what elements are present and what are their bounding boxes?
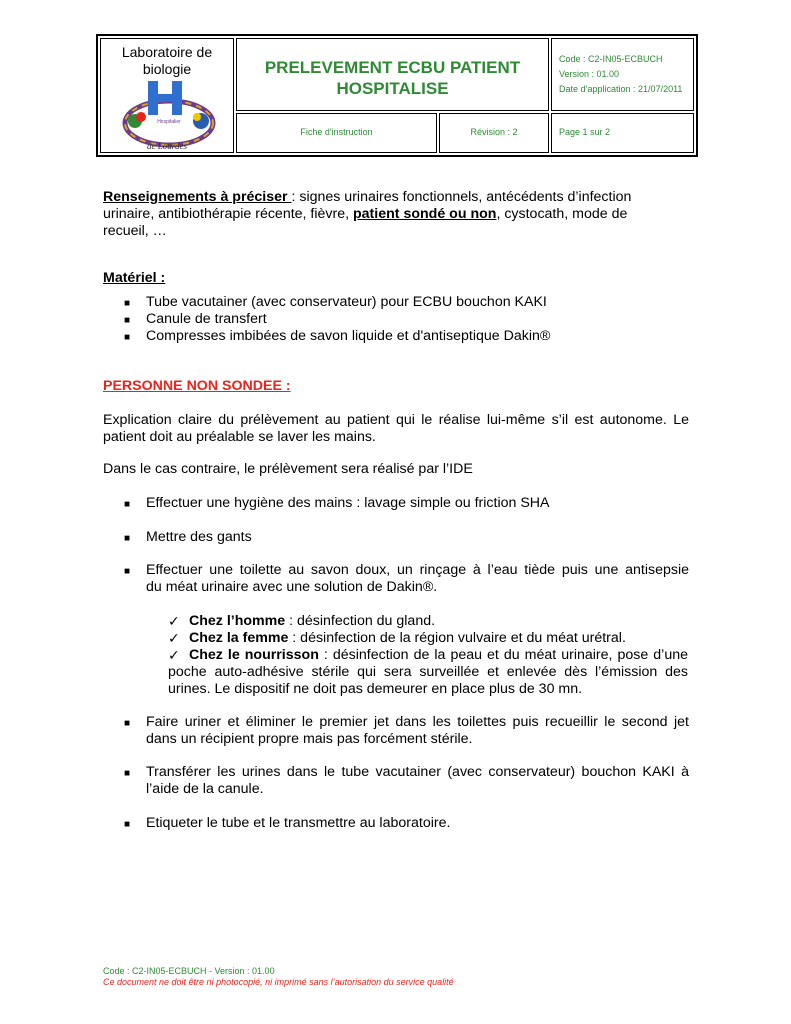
step-hygiene: Effectuer une hygiène des mains : lavage simple ou friction SHA (146, 495, 550, 511)
chez-femme-text: : désinfection de la région vulvaire et du méat urétral. (288, 630, 626, 646)
chez-femme-label: Chez la femme (189, 630, 289, 646)
chez-homme-label: Chez l’homme (189, 613, 286, 629)
nourrisson-continuation (168, 664, 688, 698)
renseignements-text-b: urinaire, antibiothérapie récente, fièvre, (103, 206, 353, 222)
lab-name (101, 44, 233, 78)
fiche-type: Fiche d'instruction (300, 127, 373, 137)
section-heading-non-sondee: PERSONNE NON SONDEE : (103, 378, 291, 394)
check-icon: ✓ (168, 630, 180, 646)
revision-number: Révision : 2 (470, 127, 518, 137)
step-uriner-line2: dans un récipient propre mais pas forcément stérile. (146, 731, 473, 747)
intro-line1: Explication claire du prélèvement au patient qui le réalise lui-même s’il est autonome. Le (103, 412, 689, 428)
chez-homme-item (189, 613, 435, 630)
check-icon: ✓ (168, 647, 180, 663)
contraire-text: Dans le cas contraire, le prélèvement sera réalisé par l’IDE (103, 461, 473, 477)
step-transferer (146, 764, 689, 798)
bullet-icon: ■ (124, 332, 131, 343)
bullet-icon: ■ (124, 566, 131, 577)
lab-name-line1: Laboratoire de (121, 44, 213, 60)
bullet-icon: ■ (124, 315, 131, 326)
step-transferer-line2: l’aide de la canule. (146, 781, 264, 797)
renseignements-text-a: : signes urinaires fonctionnels, antécédents d’infection (291, 189, 632, 205)
lab-name-line2: biologie (142, 61, 192, 77)
step-uriner (146, 714, 689, 748)
chez-homme-text: : désinfection du gland. (285, 613, 436, 629)
renseignements-paragraph (103, 189, 643, 240)
renseignements-text-c: , cystocath, mode de (496, 206, 628, 222)
code-cell (551, 38, 694, 111)
intro-line2: patient doit au préalable se laver les mains. (103, 429, 376, 445)
check-icon: ✓ (168, 613, 180, 629)
nourrisson-line2: poche auto-adhésive stérile qui sera surveillée et enlevée dès l’émission des (168, 664, 688, 680)
chez-femme-item (189, 630, 626, 647)
materiel-heading: Matériel : (103, 270, 166, 286)
step-toilette-line2: du méat urinaire avec une solution de Dakin®. (146, 579, 438, 595)
chez-nourrisson-label: Chez le nourrisson (189, 647, 319, 663)
step-toilette (146, 562, 689, 596)
document-header (96, 34, 698, 157)
step-transferer-line1: Transférer les urines dans le tube vacutainer (avec conservateur) bouchon KAKI à (146, 764, 689, 780)
page-number: Page 1 sur 2 (559, 127, 611, 137)
hospital-logo (119, 81, 219, 153)
title-line1: PRELEVEMENT ECBU PATIENT (264, 58, 521, 77)
bullet-icon: ■ (124, 298, 131, 309)
nourrisson-line3: urines. Le dispositif ne doit pas demeurer en place plus de 30 mn. (168, 681, 583, 697)
page-cell (551, 113, 694, 153)
patient-sonde-label: patient sondé ou non (353, 206, 497, 222)
bullet-icon: ■ (124, 768, 131, 779)
footer-code: Code : C2-IN05-ECBUCH - Version : 01.00 (103, 966, 275, 976)
footer-notice: Ce document ne doit être ni photocopié, ni imprimé sans l’autorisation du service qualité (103, 977, 454, 987)
step-uriner-line1: Faire uriner et éliminer le premier jet dans les toilettes puis recueillir le second jet (146, 714, 689, 730)
document-version: Version : 01.00 (559, 69, 620, 79)
bullet-icon: ■ (124, 533, 131, 544)
renseignements-text-d: recueil, … (103, 223, 167, 239)
chez-nourrisson-text: : désinfection de la peau et du méat urinaire, pose d’une (318, 647, 689, 663)
bullet-icon: ■ (124, 819, 131, 830)
chez-nourrisson-item (189, 647, 688, 664)
step-toilette-line1: Effectuer une toilette au savon doux, un rinçage à l’eau tiède puis une antisepsie (146, 562, 689, 578)
intro-paragraph (103, 412, 689, 446)
materiel-item: Compresses imbibées de savon liquide et d'antiseptique Dakin® (146, 328, 551, 344)
materiel-item: Tube vacutainer (avec conservateur) pour ECBU bouchon KAKI (146, 294, 547, 310)
application-date: Date d’application : 21/07/2011 (559, 84, 683, 94)
step-etiqueter: Etiqueter le tube et le transmettre au laboratoire. (146, 815, 451, 831)
bullet-icon: ■ (124, 718, 131, 729)
title-line2: HOSPITALISE (336, 79, 449, 98)
renseignements-label: Renseignements à préciser (103, 189, 292, 205)
document-code: Code : C2-IN05-ECBUCH (559, 54, 663, 64)
title-cell (236, 38, 549, 111)
revision-cell (439, 113, 549, 153)
fiche-cell (236, 113, 437, 153)
document-title (237, 57, 548, 99)
materiel-item: Canule de transfert (146, 311, 267, 327)
lab-logo-cell (100, 38, 234, 153)
bullet-icon: ■ (124, 499, 131, 510)
logo-script-text: de Lourdes (147, 141, 187, 151)
logo-small-text: Hospitalier (157, 119, 181, 125)
step-gants: Mettre des gants (146, 529, 252, 545)
